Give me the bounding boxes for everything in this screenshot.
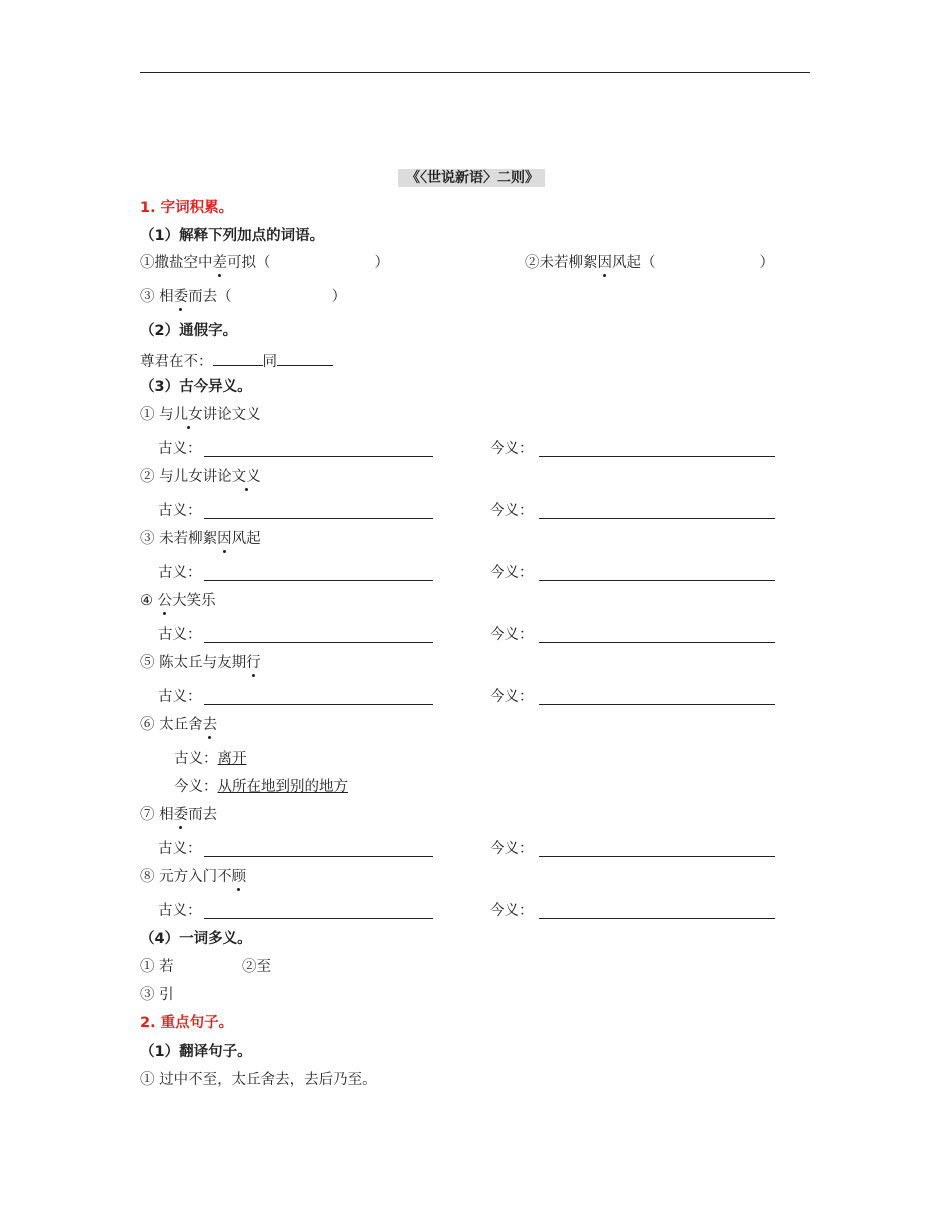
subsection-1-1-heading: （1）解释下列加点的词语。 (140, 228, 325, 244)
gu-blank[interactable] (204, 580, 433, 581)
gu-blank[interactable] (204, 642, 433, 643)
jin-label: 今义： (490, 627, 534, 643)
tongjia-blank-2[interactable] (277, 350, 333, 366)
explain-item-1: ①撒盐空中差可拟（ ） (140, 255, 389, 271)
polysemy-item-2: ②至 (242, 959, 271, 975)
item6-jin-value: 从所在地到别的地方 (217, 779, 348, 795)
gu-label: 古义： (158, 627, 202, 643)
gu-blank[interactable] (204, 918, 433, 919)
gu-label: 古义： (158, 841, 202, 857)
subsection-1-2-heading: （2）通假字。 (140, 323, 238, 339)
gujin-item-8: ⑧ 元方入门不顾 (140, 869, 247, 885)
dotted-word: 委 (173, 807, 189, 823)
tongjia-line: 尊君在不： 同 (140, 350, 333, 372)
polysemy-item-1: ① 若 (140, 959, 174, 975)
document-title: 《〈世说新语〉二则》 (398, 169, 545, 187)
gujin-item-2: ② 与儿女讲论文义 (140, 469, 261, 485)
dotted-word: 差 (212, 255, 227, 271)
dotted-word: 因 (217, 531, 232, 547)
gujin-item-6: ⑥ 太丘舍去 (140, 717, 218, 733)
item6-jin: 今义：从所在地到别的地方 (174, 779, 348, 795)
jin-blank[interactable] (539, 642, 775, 643)
dotted-word: 文义 (231, 469, 261, 485)
gu-blank[interactable] (204, 518, 433, 519)
jin-blank[interactable] (539, 518, 775, 519)
gu-blank[interactable] (204, 856, 433, 857)
dotted-word: 行 (246, 655, 261, 671)
jin-blank[interactable] (539, 704, 775, 705)
gu-blank[interactable] (204, 456, 433, 457)
translate-item-1: ① 过中不至，太丘舍去，去后乃至。 (140, 1072, 377, 1088)
item6-gu: 古义：离开 (174, 751, 247, 767)
gu-label: 古义： (158, 441, 202, 457)
item6-gu-value: 离开 (217, 751, 247, 767)
dotted-word: 儿女 (173, 407, 203, 423)
jin-label: 今义： (490, 841, 534, 857)
explain-item-2: ②未若柳絮因风起（ ） (525, 255, 774, 271)
gu-label: 古义： (158, 689, 202, 705)
jin-label: 今义： (490, 689, 534, 705)
jin-label: 今义： (490, 441, 534, 457)
subsection-1-4-heading: （4）一词多义。 (140, 931, 252, 947)
header-rule (140, 72, 810, 73)
dotted-word: 因 (597, 255, 612, 271)
dotted-word: 顾 (231, 869, 247, 885)
gujin-item-1: ① 与儿女讲论文义 (140, 407, 261, 423)
explain-item-3: ③ 相委而去（ ） (140, 289, 347, 305)
tongjia-blank-1[interactable] (213, 350, 263, 366)
section-2-heading: 2. 重点句子。 (140, 1015, 234, 1031)
gujin-item-4: ④ 公大笑乐 (140, 593, 216, 609)
jin-blank[interactable] (539, 918, 775, 919)
subsection-2-1-heading: （1）翻译句子。 (140, 1044, 252, 1060)
jin-blank[interactable] (539, 580, 775, 581)
section-1-heading: 1. 字词积累。 (140, 200, 234, 216)
jin-blank[interactable] (539, 456, 775, 457)
polysemy-item-3: ③ 引 (140, 987, 174, 1003)
jin-blank[interactable] (539, 856, 775, 857)
jin-label: 今义： (490, 903, 534, 919)
gu-label: 古义： (158, 903, 202, 919)
gujin-item-5: ⑤ 陈太丘与友期行 (140, 655, 261, 671)
subsection-1-3-heading: （3）古今异义。 (140, 379, 252, 395)
dotted-word: 去 (202, 717, 218, 733)
gu-blank[interactable] (204, 704, 433, 705)
dotted-word: 委 (173, 289, 189, 305)
gu-label: 古义： (158, 565, 202, 581)
gujin-item-3: ③ 未若柳絮因风起 (140, 531, 261, 547)
jin-label: 今义： (490, 565, 534, 581)
jin-label: 今义： (490, 503, 534, 519)
gu-label: 古义： (158, 503, 202, 519)
gujin-item-7: ⑦ 相委而去 (140, 807, 218, 823)
dotted-word: 公 (157, 593, 173, 609)
